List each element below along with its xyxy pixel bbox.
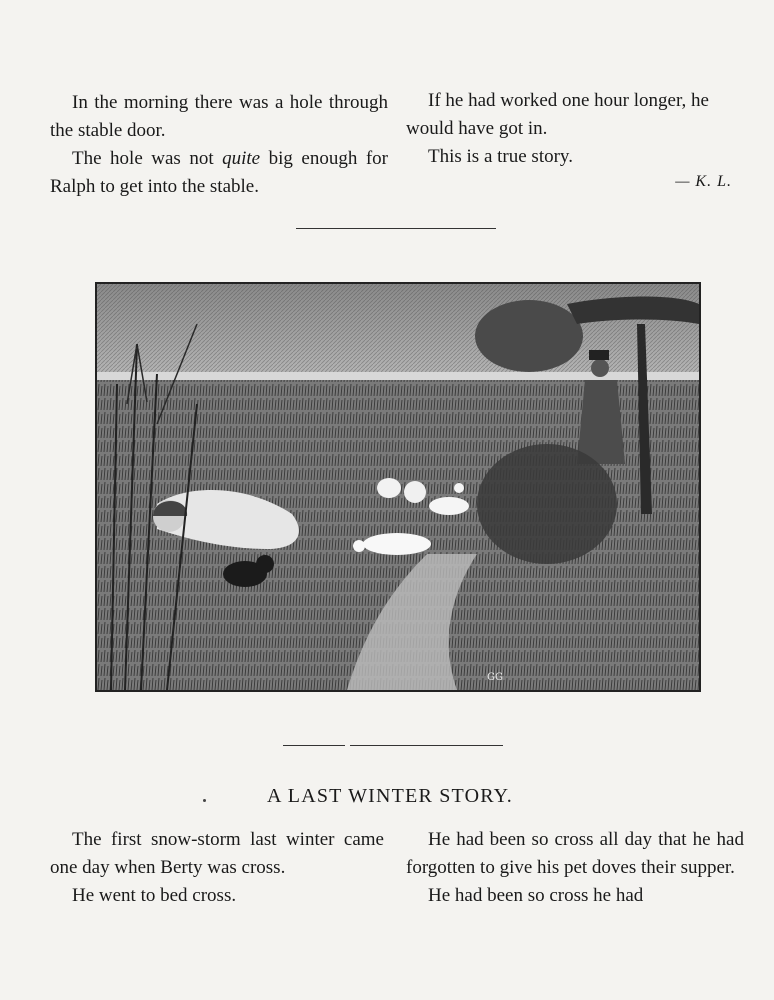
section-divider: [283, 745, 345, 746]
bush: [477, 444, 617, 564]
top-left-column: [50, 89, 388, 201]
section-divider: [296, 228, 496, 229]
story-right-column: [406, 826, 744, 910]
paragraph: The first snow-storm last winter came one day when Berty was cross.: [50, 829, 384, 878]
paragraph: He went to bed cross.: [72, 885, 237, 906]
paragraph-text: The hole was not: [72, 148, 223, 169]
paragraph: If he had worked one hour longer, he would have got in.: [406, 90, 709, 139]
italic-word: quite: [222, 148, 261, 169]
duck-head: [454, 483, 464, 493]
engraving-field-with-ducks-icon: [95, 282, 701, 692]
duck-head: [353, 540, 365, 552]
section-divider: [350, 745, 503, 746]
duck: [377, 478, 401, 498]
farmer-head: [591, 359, 609, 377]
farmer-body: [577, 380, 625, 464]
distant-tree: [475, 300, 583, 372]
farmer-hat: [589, 350, 609, 360]
paragraph: This is a true story.: [428, 146, 573, 167]
duck: [363, 533, 431, 555]
paragraph: He had been so cross he had: [428, 885, 644, 906]
duck: [429, 497, 469, 515]
top-right-column: [406, 87, 752, 171]
paragraph: He had been so cross all day that he had forgotten to give his pet doves their supper.: [406, 829, 744, 878]
paragraph-text: big enough for Ralph to get into the stable.: [50, 148, 388, 197]
engraver-mark: GG: [487, 672, 503, 683]
paragraph: [50, 145, 388, 201]
engraving-svg: [97, 284, 699, 690]
story-title: A LAST WINTER STORY.: [267, 785, 513, 807]
duck: [404, 481, 426, 503]
dog-head: [256, 555, 274, 573]
paragraph: In the morning there was a hole through the stable door.: [50, 92, 388, 141]
author-signature: — K. L.: [675, 173, 732, 190]
story-left-column: [50, 826, 384, 910]
